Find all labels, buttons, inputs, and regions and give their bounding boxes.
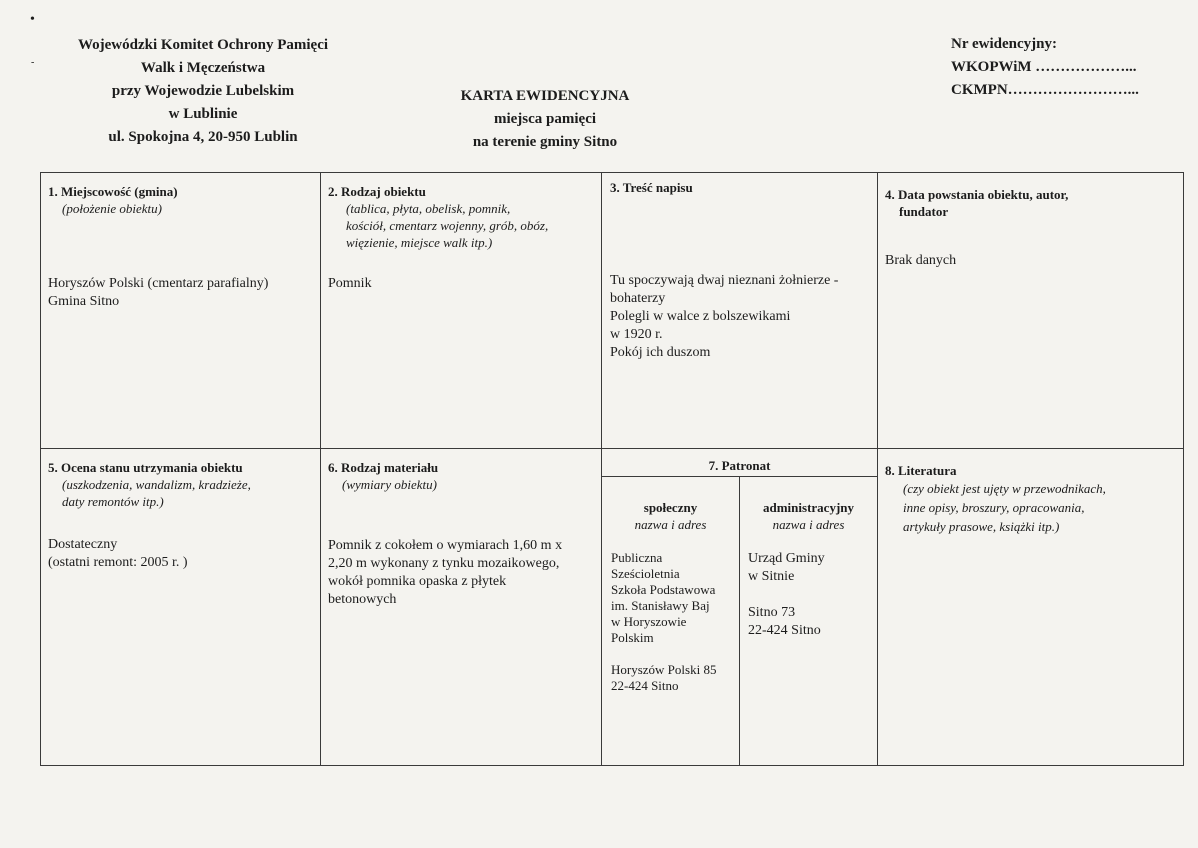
value-line: Horyszów Polski 85 bbox=[611, 662, 717, 677]
small-mark: - bbox=[31, 57, 35, 68]
field-object-type bbox=[328, 183, 594, 293]
field-hint bbox=[885, 479, 1181, 536]
value-line: Pomnik bbox=[328, 276, 372, 291]
field-inscription bbox=[610, 179, 872, 362]
value-line: Sześcioletnia bbox=[611, 566, 680, 581]
title-line: KARTA EWIDENCYJNA bbox=[460, 88, 630, 104]
title-line: 4. Data powstania obiektu, autor, bbox=[885, 187, 1069, 202]
field-value bbox=[48, 275, 314, 311]
divider bbox=[41, 448, 1183, 449]
hint-line: więzienie, miejsce walk itp.) bbox=[346, 235, 493, 250]
issuer-line: Walk i Męczeństwa bbox=[140, 60, 266, 76]
column-header: społeczny bbox=[643, 500, 698, 515]
field-title: 1. Miejscowość (gmina) bbox=[48, 184, 178, 199]
field-value bbox=[740, 550, 877, 640]
issuer-header bbox=[40, 34, 366, 149]
value-line: Szkoła Podstawowa bbox=[611, 582, 716, 597]
value-line: Gmina Sitno bbox=[48, 294, 120, 309]
value-line: w Sitnie bbox=[748, 569, 795, 584]
value-line: wokół pomnika opaska z płytek bbox=[328, 574, 507, 589]
value-line: 22-424 Sitno bbox=[611, 678, 679, 693]
field-hint bbox=[328, 200, 594, 251]
value-line: Sitno 73 bbox=[748, 605, 796, 620]
value-line: bohaterzy bbox=[610, 291, 666, 306]
field-hint: (wymiary obiektu) bbox=[342, 477, 437, 492]
field-title: 3. Treść napisu bbox=[610, 180, 693, 195]
field-value bbox=[885, 252, 1177, 270]
divider bbox=[320, 173, 321, 765]
column-header: administracyjny bbox=[763, 500, 854, 515]
bullet-mark: • bbox=[30, 12, 35, 27]
field-value bbox=[328, 275, 594, 293]
value-line: 22-424 Sitno bbox=[748, 623, 821, 638]
hint-line: (czy obiekt jest ujęty w przewodnikach, bbox=[903, 481, 1106, 496]
issuer-line: w Lublinie bbox=[168, 106, 238, 122]
field-literature bbox=[885, 462, 1181, 536]
field-location bbox=[48, 183, 314, 311]
value-line: Polskim bbox=[611, 630, 654, 645]
hint-line: kościół, cmentarz wojenny, grób, obóz, bbox=[346, 218, 549, 233]
field-title bbox=[885, 186, 1177, 220]
title-line: na terenie gminy Sitno bbox=[472, 134, 618, 150]
patronage-social bbox=[602, 499, 739, 694]
value-line: w 1920 r. bbox=[610, 327, 663, 342]
field-hint bbox=[48, 476, 314, 510]
field-title: 8. Literatura bbox=[885, 463, 957, 478]
field-title: 6. Rodzaj materiału bbox=[328, 460, 439, 475]
column-hint: nazwa i adres bbox=[772, 517, 845, 532]
field-material bbox=[328, 459, 598, 609]
title-line: miejsca pamięci bbox=[493, 111, 597, 127]
record-table bbox=[40, 172, 1184, 766]
value-line bbox=[748, 586, 877, 604]
title-line: fundator bbox=[899, 204, 949, 219]
hint-line: daty remontów itp.) bbox=[62, 494, 164, 509]
patronage-admin bbox=[740, 499, 877, 640]
value-line bbox=[611, 646, 739, 662]
field-title: 7. Patronat bbox=[708, 458, 771, 473]
value-line: Pomnik z cokołem o wymiarach 1,60 m x bbox=[328, 538, 563, 553]
value-line: betonowych bbox=[328, 592, 397, 607]
value-line: Horyszów Polski (cmentarz parafialny) bbox=[48, 276, 269, 291]
value-line: Pokój ich duszom bbox=[610, 345, 711, 360]
hint-line: inne opisy, broszury, opracowania, bbox=[903, 500, 1085, 515]
field-value bbox=[328, 537, 598, 609]
registry-line: CKMPN……………………... bbox=[951, 82, 1139, 98]
registry-line: WKOPWiM ………………... bbox=[951, 59, 1137, 75]
value-line: w Horyszowie bbox=[611, 614, 687, 629]
field-title: 2. Rodzaj obiektu bbox=[328, 184, 426, 199]
registry-number bbox=[951, 33, 1191, 102]
issuer-line: ul. Spokojna 4, 20-950 Lublin bbox=[108, 129, 298, 145]
field-patronage-title bbox=[602, 457, 877, 474]
field-condition bbox=[48, 459, 314, 572]
field-value bbox=[602, 550, 739, 694]
value-line: Urząd Gminy bbox=[748, 551, 825, 566]
value-line: (ostatni remont: 2005 r. ) bbox=[48, 555, 188, 570]
value-line: im. Stanisławy Baj bbox=[611, 598, 710, 613]
value-line: Publiczna bbox=[611, 550, 663, 565]
column-hint: nazwa i adres bbox=[634, 517, 707, 532]
value-line: Dostateczny bbox=[48, 537, 118, 552]
field-value bbox=[48, 536, 314, 572]
hint-line: (uszkodzenia, wandalizm, kradzieże, bbox=[62, 477, 251, 492]
issuer-line: Wojewódzki Komitet Ochrony Pamięci bbox=[77, 37, 329, 53]
hint-line: artykuły prasowe, książki itp.) bbox=[903, 519, 1060, 534]
field-value bbox=[610, 272, 872, 362]
value-line: Tu spoczywają dwaj nieznani żołnierze - bbox=[610, 273, 839, 288]
field-date-author bbox=[885, 186, 1177, 270]
registry-line: Nr ewidencyjny: bbox=[951, 36, 1057, 52]
issuer-line: przy Wojewodzie Lubelskim bbox=[111, 83, 295, 99]
hint-line: (tablica, płyta, obelisk, pomnik, bbox=[346, 201, 511, 216]
value-line: 2,20 m wykonany z tynku mozaikowego, bbox=[328, 556, 560, 571]
value-line: Polegli w walce z bolszewikami bbox=[610, 309, 791, 324]
field-hint: (położenie obiektu) bbox=[62, 201, 162, 216]
document-title bbox=[400, 85, 690, 154]
value-line: Brak danych bbox=[885, 253, 957, 268]
divider bbox=[877, 173, 878, 765]
field-title: 5. Ocena stanu utrzymania obiektu bbox=[48, 460, 243, 475]
